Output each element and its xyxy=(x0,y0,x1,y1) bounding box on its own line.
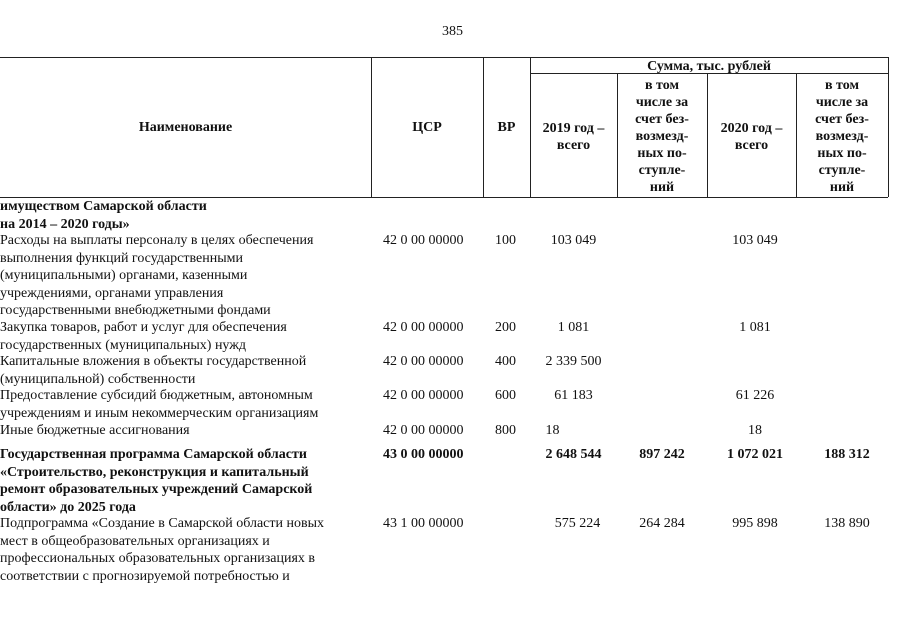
row-7-f2019: 264 284 xyxy=(639,516,685,531)
row-7-f2020: 138 890 xyxy=(824,516,870,531)
row-5-name: Иные бюджетные ассигнования xyxy=(0,423,190,438)
row-1-vr: 100 xyxy=(495,233,516,248)
row-1-v2020: 103 049 xyxy=(732,233,778,248)
row-1-name: Расходы на выплаты персоналу в целях обеспечения выполнения функций государственными (муниципальными) органами, казенными учреждениями, органами управления государственными внебюджетными фондами xyxy=(0,233,314,318)
row-2-csr: 42 0 00 00000 xyxy=(383,320,464,335)
row-7-v2020: 995 898 xyxy=(732,516,778,531)
row-4-v2019: 61 183 xyxy=(554,388,593,403)
row-6-f2019: 897 242 xyxy=(639,447,685,462)
row-5-vr: 800 xyxy=(495,423,516,438)
row-3-vr: 400 xyxy=(495,354,516,369)
row-7-csr: 43 1 00 00000 xyxy=(383,516,464,531)
header-2020-total: 2020 год – всего xyxy=(720,121,783,153)
row-0-name: имуществом Самарской области на 2014 – 2020 годы» xyxy=(0,199,207,232)
header-vr: ВР xyxy=(497,120,516,135)
header-csr: ЦСР xyxy=(412,120,442,135)
header-sum-group: Сумма, тыс. рублей xyxy=(647,59,771,74)
row-5-v2019: 18 xyxy=(545,423,560,438)
row-6-name: Государственная программа Самарской области «Строительство, реконструкция и капитальный ремонт образовательных учреждений Самарской области» до 2025 года xyxy=(0,447,313,515)
row-4-vr: 600 xyxy=(495,388,516,403)
row-3-name: Капитальные вложения в объекты государственной (муниципальной) собственности xyxy=(0,354,307,387)
row-6-v2020: 1 072 021 xyxy=(727,447,783,462)
row-3-csr: 42 0 00 00000 xyxy=(383,354,464,369)
row-2-vr: 200 xyxy=(495,320,516,335)
row-7-name: Подпрограмма «Создание в Самарской области новых мест в общеобразовательных организациях и профессиональных образовательных организациях в соответствии с прогнозируемой потребностью и xyxy=(0,516,325,584)
row-4-v2020: 61 226 xyxy=(735,388,775,403)
page-number: 385 xyxy=(442,24,463,39)
row-2-name: Закупка товаров, работ и услуг для обеспечения государственных (муниципальных) нужд xyxy=(0,320,287,353)
header-2019-total: 2019 год – всего xyxy=(542,121,605,153)
header-name: Наименование xyxy=(138,120,233,135)
row-1-csr: 42 0 00 00000 xyxy=(383,233,464,248)
row-3-v2019: 2 339 500 xyxy=(545,354,602,369)
row-4-csr: 42 0 00 00000 xyxy=(383,388,464,403)
row-6-v2019: 2 648 544 xyxy=(545,447,602,462)
row-5-v2020: 18 xyxy=(748,423,762,438)
header-2019-free: в том числе за счет без- возмезд- ных по- ступле- ний xyxy=(635,78,689,195)
row-1-v2019: 103 049 xyxy=(550,233,597,248)
row-4-name: Предоставление субсидий бюджетным, автономным учреждениям и иным некоммерческим организациям xyxy=(0,388,319,421)
table-right-border xyxy=(888,57,889,197)
row-2-v2019: 1 081 xyxy=(557,320,590,335)
row-5-csr: 42 0 00 00000 xyxy=(383,423,464,438)
row-2-v2020: 1 081 xyxy=(739,320,771,335)
row-6-f2020: 188 312 xyxy=(824,447,870,462)
row-7-v2019: 575 224 xyxy=(554,516,601,531)
row-6-csr: 43 0 00 00000 xyxy=(383,447,464,462)
header-2020-free: в том числе за счет без- возмезд- ных по- ступле- ний xyxy=(815,78,869,195)
